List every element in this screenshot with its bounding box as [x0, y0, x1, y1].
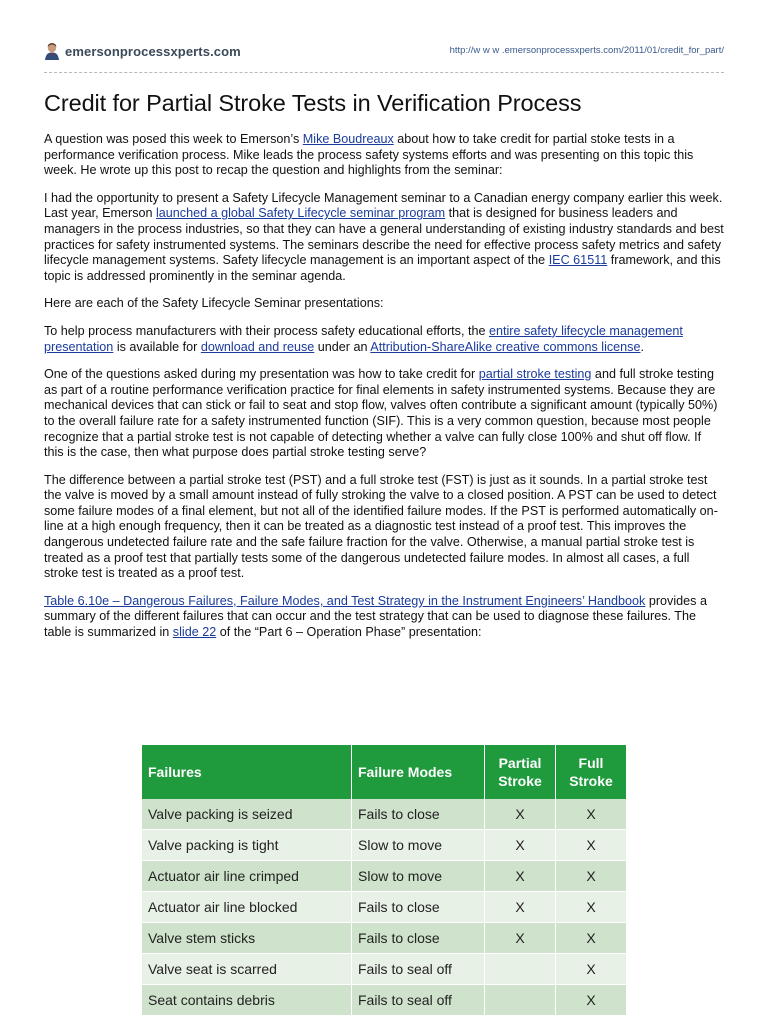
cell-partial-stroke: [485, 985, 556, 1016]
failure-table: [142, 745, 627, 1016]
column-header-failure-modes: Failure Modes: [352, 745, 485, 799]
cell-partial-stroke: X: [485, 923, 556, 954]
cell-failure: Valve packing is tight: [142, 830, 352, 861]
article-body: [44, 90, 724, 653]
failure-table-wrapper: [142, 745, 627, 1016]
text-span: and full stroke testing as part of a routine performance verification practice for final elements in safety instrumented systems. Because they are mechanical devices that can stick or fail to seat and stop flow, valves often contribute a significant amount (typically 50%) to the overall failure rate for a safety instrumented function (SIF). This is a very common question, because most people recognize that a partial stroke test is not capable of detecting whether a valve can fully close 100% and shut off flow. If this is the case, then what purpose does partial stroke testing serve?: [44, 367, 718, 460]
page-header: [44, 40, 724, 64]
text-span: One of the questions asked during my presentation was how to take credit for: [44, 367, 479, 382]
table-row: [142, 923, 627, 954]
text-span: about how to take credit for partial stoke tests in a performance verification process. Mike leads the process safety systems efforts and was presenting on this topic this week. He wrote up this post to recap the question and highlights from the seminar:: [44, 132, 694, 178]
text-span: framework, and this topic is addressed prominently in the seminar agenda.: [44, 253, 721, 283]
paragraph-difference: The difference between a partial stroke test (PST) and a full stroke test (FST) is just as it sounds. In a partial stroke test the valve is moved by a small amount instead of fully stroking the valve to a closed position. A PST can be used to detect some failure modes of a final element, but not all of the identified failure modes. If the PST is performed automatically on-line at a high enough frequency, then it can be treated as a diagnostic test instead of a proof test. This improves the dangerous undetected failure rate and the safe failure fraction for the valve. Otherwise, a manual partial stroke test is treated as a proof test that partially tests some of the dangerous undetected failure modes. In almost all cases, a full stroke test is treated as a proof test.: [44, 472, 718, 581]
cell-failure-mode: Slow to move: [352, 830, 485, 861]
link-table-6-10e[interactable]: Table 6.10e – Dangerous Failures, Failure Modes, and Test Strategy in the Instrument Engineers’ Handbook: [44, 593, 646, 608]
link-mike-boudreaux[interactable]: Mike Boudreaux: [302, 132, 394, 146]
table-row: [142, 954, 627, 985]
link-lifecycle-presentation[interactable]: entire safety lifecycle management presentation: [44, 323, 683, 354]
cell-full-stroke: X: [556, 861, 627, 892]
text-span: of the “Part 6 – Operation Phase” presentation:: [216, 625, 482, 640]
cell-full-stroke: X: [556, 923, 627, 954]
cell-partial-stroke: X: [485, 799, 556, 830]
paragraph-download: [44, 324, 724, 355]
cell-failure-mode: Slow to move: [352, 861, 485, 892]
text-span: is available for: [113, 339, 201, 354]
cell-failure: Valve packing is seized: [142, 799, 352, 830]
article-title: Credit for Partial Stroke Tests in Verification Process: [44, 90, 582, 116]
table-row: [142, 861, 627, 892]
cell-full-stroke: X: [556, 799, 627, 830]
text-span: To help process manufacturers with their process safety educational efforts, the: [44, 323, 489, 338]
cell-failure: Valve seat is scarred: [142, 954, 352, 985]
text-span: I had the opportunity to present a Safety Lifecycle Management seminar to a Canadian energy company earlier this week. Last year, Emerson: [44, 190, 723, 221]
cell-failure-mode: Fails to seal off: [352, 985, 485, 1016]
cell-full-stroke: X: [556, 954, 627, 985]
cell-partial-stroke: X: [485, 892, 556, 923]
table-header-row: [142, 745, 627, 799]
cell-partial-stroke: X: [485, 830, 556, 861]
cell-full-stroke: X: [556, 985, 627, 1016]
cell-full-stroke: X: [556, 830, 627, 861]
table-row: [142, 830, 627, 861]
cell-failure: Valve stem sticks: [142, 923, 352, 954]
link-iec-61511[interactable]: IEC 61511: [548, 253, 608, 268]
paragraph-table-intro: [44, 594, 724, 641]
link-license[interactable]: Attribution-ShareAlike creative commons license: [370, 339, 641, 354]
author-avatar-icon: [44, 42, 60, 60]
link-partial-stroke-testing[interactable]: partial stroke testing: [478, 367, 592, 382]
cell-failure-mode: Fails to close: [352, 923, 485, 954]
link-slide-22[interactable]: slide 22: [172, 625, 217, 640]
column-header-partial-stroke: Partial Stroke: [485, 745, 556, 799]
page-url[interactable]: http://w w w .emersonprocessxperts.com/2011/01/credit_for_part/: [449, 45, 724, 56]
table-row: [142, 985, 627, 1016]
cell-failure-mode: Fails to close: [352, 892, 485, 923]
cell-failure: Seat contains debris: [142, 985, 352, 1016]
paragraph-question: [44, 367, 724, 461]
text-span: A question was posed this week to Emerson’s: [44, 132, 303, 146]
column-header-failures: Failures: [142, 745, 352, 799]
text-span: provides a summary of the different failures that can occur and the test strategy that can be used to diagnose these failures. The table is summarized in: [44, 593, 707, 640]
site-name: emersonprocessxperts.com: [65, 43, 241, 59]
text-span: under an: [314, 339, 371, 354]
paragraph-seminar: [44, 191, 724, 285]
site-logo[interactable]: [44, 42, 241, 60]
cell-partial-stroke: [485, 954, 556, 985]
cell-failure-mode: Fails to close: [352, 799, 485, 830]
table-row: [142, 799, 627, 830]
cell-failure: Actuator air line blocked: [142, 892, 352, 923]
paragraph-intro: [44, 132, 724, 179]
table-row: [142, 892, 627, 923]
link-download-reuse[interactable]: download and reuse: [200, 339, 315, 354]
text-span: that is designed for business leaders and managers in the process industries, so that they can have a general understanding of existing industry standards and best practices for safety instrumented systems. The seminars describe the need for effective process safety metrics and safety lifecycle management systems. Safety lifecycle management is an important aspect of the: [44, 206, 724, 268]
link-seminar-program[interactable]: launched a global Safety Lifecycle seminar program: [156, 206, 446, 221]
header-divider: [44, 72, 724, 73]
cell-failure: Actuator air line crimped: [142, 861, 352, 892]
column-header-full-stroke: Full Stroke: [556, 745, 627, 799]
cell-full-stroke: X: [556, 892, 627, 923]
text-span: .: [640, 339, 644, 354]
paragraph-presentations: Here are each of the Safety Lifecycle Seminar presentations:: [44, 296, 384, 311]
cell-partial-stroke: X: [485, 861, 556, 892]
cell-failure-mode: Fails to seal off: [352, 954, 485, 985]
